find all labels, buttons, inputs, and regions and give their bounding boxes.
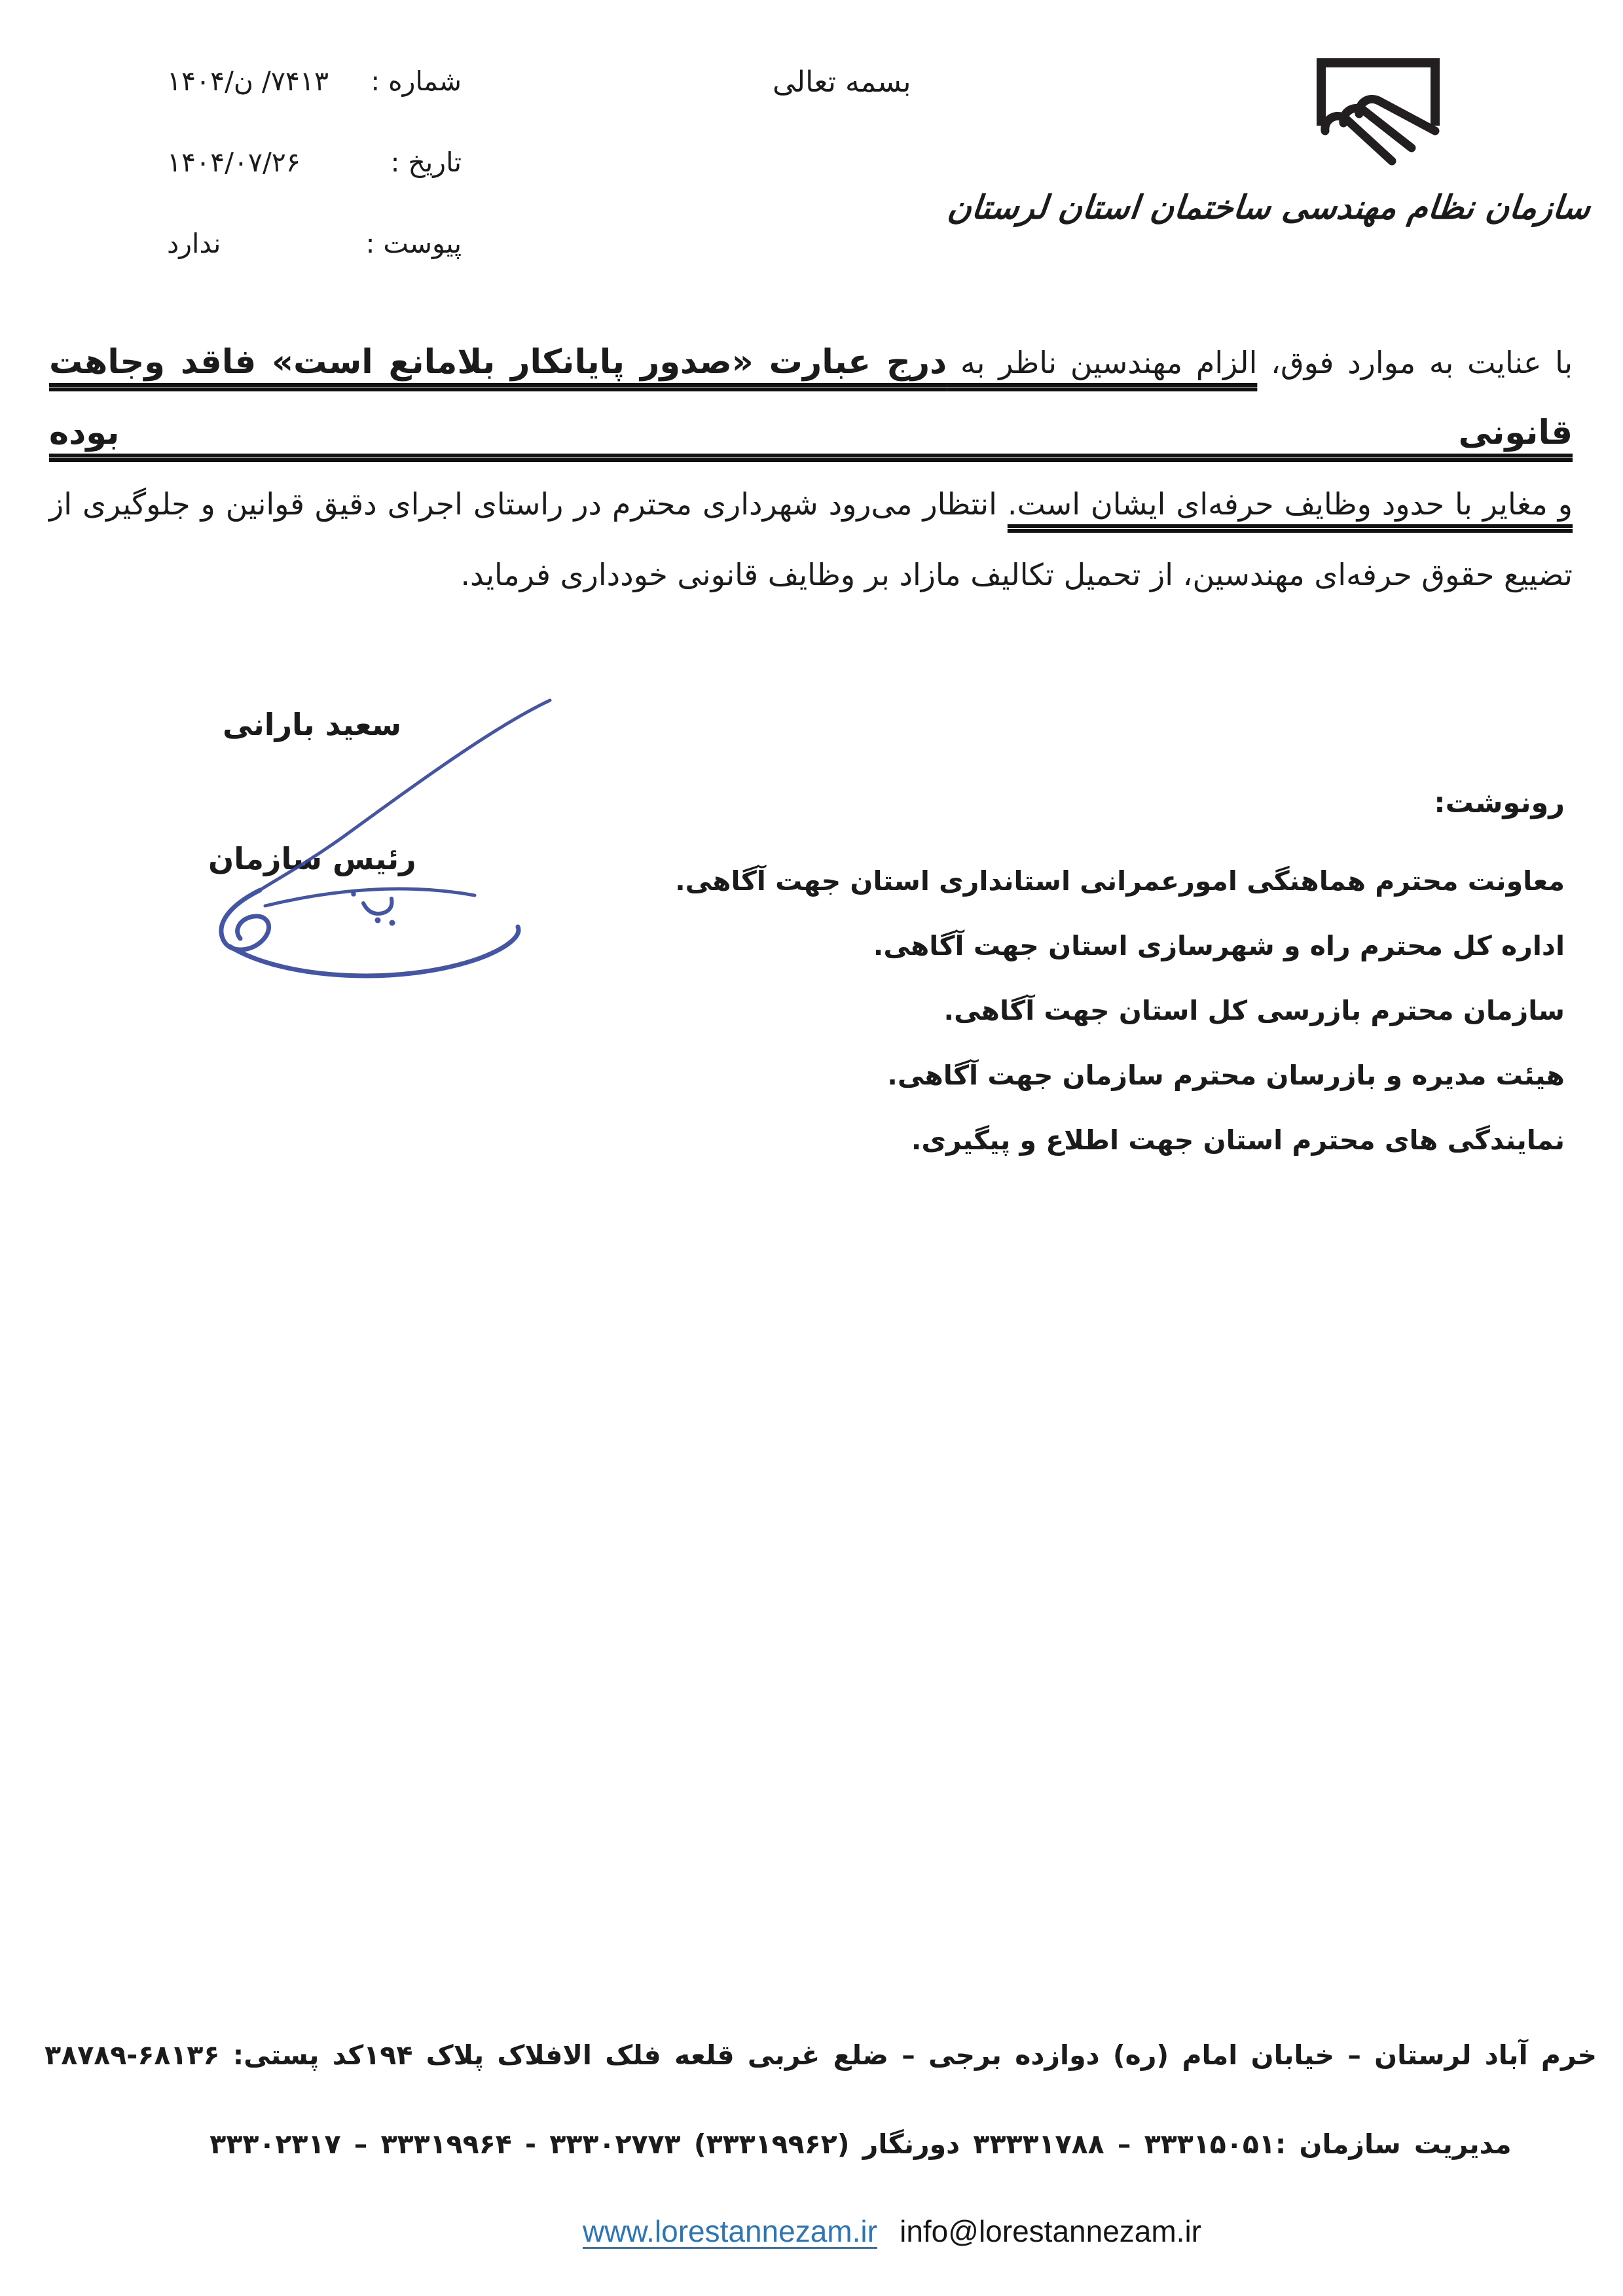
letter-date-row <box>167 147 462 185</box>
footer-web-row <box>583 2214 1201 2249</box>
handwritten-signature-image <box>167 686 573 983</box>
cc-item: سازمان محترم بازرسی کل استان جهت آگاهی. <box>943 995 1565 1026</box>
attachment-label: پیوست : <box>365 228 462 259</box>
cc-item: نمایندگی های محترم استان جهت اطلاع و پیگیری. <box>911 1124 1565 1156</box>
attachment-value: ندارد <box>167 228 221 259</box>
body-line-3: تضییع حقوق حرفه‌ای مهندسین، از تحمیل تکالیف مازاد بر وظایف قانونی خودداری فرماید. <box>460 557 1573 592</box>
number-label: شماره : <box>371 65 462 97</box>
cc-item: معاونت محترم هماهنگی امورعمرانی استانداری استان جهت آگاهی. <box>675 865 1565 897</box>
organization-logo-icon <box>1316 58 1440 168</box>
letter-body <box>49 327 1573 610</box>
signer-title: رئیس سازمان <box>208 841 416 876</box>
cc-item: اداره کل محترم راه و شهرسازی استان جهت آگاهی. <box>873 930 1565 961</box>
body-line-1-start: با عنایت به موارد فوق، <box>1257 345 1573 380</box>
bold-key-phrase: درج عبارت «صدور پایانکار بلامانع است» فاقد وجاهت قانونی بوده <box>49 343 1573 452</box>
underlined-phrase-2: و مغایر با حدود وظایف حرفه‌ای ایشان است. <box>1007 486 1573 522</box>
footer-phones: مدیریت سازمان :۳۳۳۱۵۰۵۱ – ۳۳۳۳۱۷۸۸ دورنگار (۳۳۳۱۹۹۶۲) ۳۳۳۰۲۷۷۳ - ۳۳۳۱۹۹۶۴ – ۳۳۳۰۲۳۱۷ <box>210 2128 1512 2160</box>
website-link[interactable]: www.lorestannezam.ir <box>583 2214 877 2248</box>
footer-address: خرم آباد لرستان – خیابان امام (ره) دوازده برجی – ضلع غربی قلعه فلک الافلاک پلاک ۱۹۴کد پستی: ۶۸۱۳۶-۳۸۷۸۹ <box>45 2039 1597 2071</box>
signer-name: سعید بارانی <box>223 707 402 742</box>
organization-name: سازمان نظام مهندسی ساختمان استان لرستان <box>945 188 1593 226</box>
date-value: ۱۴۰۴/۰۷/۲۶ <box>167 147 301 178</box>
cc-section <box>675 782 1565 1173</box>
header-fields <box>167 65 462 309</box>
body-line-2 <box>49 469 1573 539</box>
cc-label: رونوشت: <box>1434 787 1565 819</box>
body-line-2-rest: انتظار می‌رود شهرداری محترم در راستای اجرای دقیق قوانین و جلوگیری از <box>49 486 997 522</box>
bismillah-text: بسمه تعالی <box>773 65 911 99</box>
underline-regular-part: الزام مهندسین ناظر به <box>947 345 1258 380</box>
body-line-1 <box>49 327 1573 469</box>
attachment-row <box>167 228 462 266</box>
email-address: info@lorestannezam.ir <box>900 2214 1201 2248</box>
letter-number-row <box>167 65 462 103</box>
date-label: تاریخ : <box>390 147 462 178</box>
number-value: ۷۴۱۳/ ن/۱۴۰۴ <box>167 65 329 97</box>
cc-item: هیئت مدیره و بازرسان محترم سازمان جهت آگاهی. <box>887 1060 1565 1091</box>
